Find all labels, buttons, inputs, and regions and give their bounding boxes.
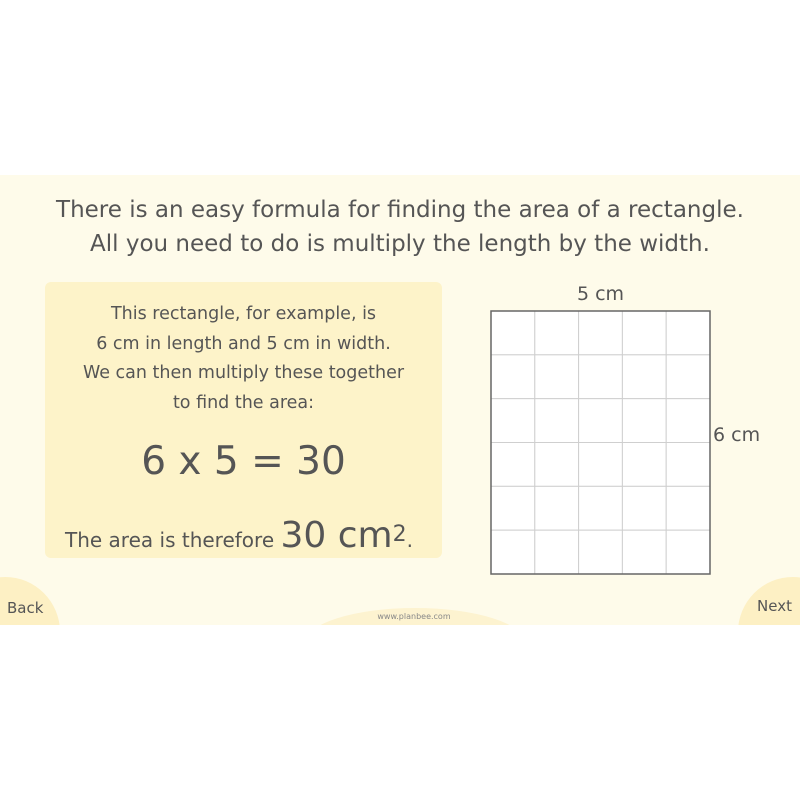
width-label: 5 cm bbox=[576, 283, 625, 305]
rectangle-grid bbox=[490, 310, 711, 575]
grid-cell bbox=[491, 311, 535, 355]
grid-cell bbox=[666, 443, 710, 487]
grid-cell bbox=[622, 530, 666, 574]
grid-cell bbox=[491, 355, 535, 399]
grid-cell bbox=[579, 443, 623, 487]
explanation-panel bbox=[45, 282, 442, 558]
headline-line-2: All you need to do is multiply the length by the width. bbox=[90, 231, 710, 257]
grid-cell bbox=[535, 355, 579, 399]
conclusion-suffix: . bbox=[406, 528, 413, 552]
equation: 6 x 5 = 30 bbox=[141, 439, 346, 484]
conclusion-prefix: The area is therefore bbox=[65, 528, 281, 552]
back-button[interactable]: Back bbox=[7, 599, 44, 617]
panel-intro bbox=[45, 300, 442, 418]
panel-intro-line: We can then multiply these together bbox=[82, 363, 405, 383]
grid-cell bbox=[491, 530, 535, 574]
grid-cell bbox=[535, 311, 579, 355]
grid-cell bbox=[535, 399, 579, 443]
grid-cell bbox=[622, 399, 666, 443]
grid-cell bbox=[666, 486, 710, 530]
grid-cell bbox=[579, 530, 623, 574]
conclusion-exponent: 2 bbox=[392, 522, 407, 547]
grid-cell bbox=[622, 486, 666, 530]
grid-cell bbox=[579, 486, 623, 530]
grid-cell bbox=[491, 443, 535, 487]
grid-cell bbox=[579, 399, 623, 443]
grid-cell bbox=[579, 311, 623, 355]
grid-cell bbox=[622, 355, 666, 399]
grid-cell bbox=[666, 399, 710, 443]
slide bbox=[0, 175, 800, 625]
panel-intro-line: to find the area: bbox=[172, 392, 315, 413]
grid-cell bbox=[622, 443, 666, 487]
headline bbox=[0, 193, 800, 261]
grid-cell bbox=[535, 443, 579, 487]
grid-cell bbox=[535, 530, 579, 574]
length-label: 6 cm bbox=[713, 424, 761, 446]
conclusion-value: 30 cm bbox=[280, 515, 393, 556]
grid-cell bbox=[535, 486, 579, 530]
grid-cell bbox=[666, 311, 710, 355]
grid-cell bbox=[622, 311, 666, 355]
next-button[interactable]: Next bbox=[757, 597, 792, 615]
grid-cell bbox=[666, 355, 710, 399]
panel-intro-line: 6 cm in length and 5 cm in width. bbox=[96, 333, 391, 354]
panel-intro-line: This rectangle, for example, is bbox=[110, 304, 377, 324]
headline-line-1: There is an easy formula for finding the area of a rectangle. bbox=[56, 197, 744, 223]
grid-cell bbox=[491, 486, 535, 530]
grid-cell bbox=[666, 530, 710, 574]
conclusion bbox=[65, 510, 435, 567]
footer-url: www.planbee.com bbox=[377, 612, 451, 621]
grid-cell bbox=[579, 355, 623, 399]
grid-cell bbox=[491, 399, 535, 443]
